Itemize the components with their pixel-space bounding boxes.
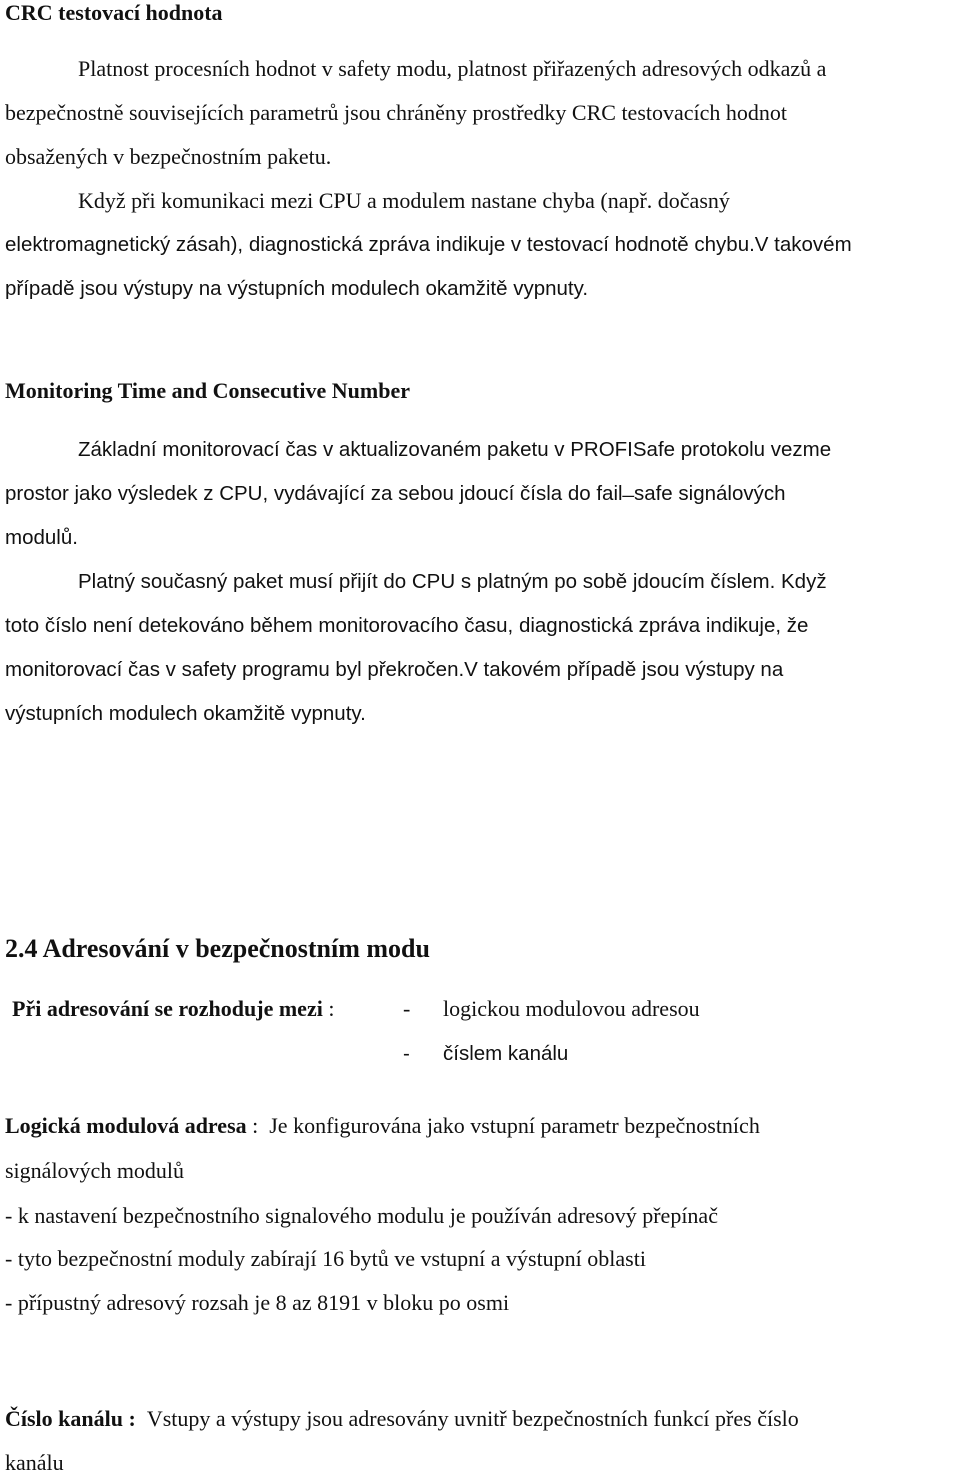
monitoring-paragraph-1-line-2: prostor jako výsledek z CPU, vydávající za sebou jdoucí čísla do fail ̶ safe signálových (5, 482, 786, 505)
option-1-text: logickou modulovou adresou (443, 996, 700, 1021)
logical-address-colon: : (246, 1113, 259, 1138)
monitoring-paragraph-2-line-4: výstupních modulech okamžitě vypnuty. (5, 702, 366, 725)
bullet-3: - přípustný adresový rozsah je 8 az 8191 v bloku po osmi (5, 1290, 510, 1315)
option-1-dash: - (403, 996, 411, 1021)
option-2-text: číslem kanálu (443, 1042, 569, 1065)
crc-paragraph-2-line-2: elektromagnetický zásah), diagnostická zpráva indikuje v testovací hodnotě chybu.V takovém (5, 233, 852, 256)
crc-paragraph-1-line-2: bezpečnostně souvisejících parametrů jsou chráněny prostředky CRC testovacích hodnot (5, 100, 788, 125)
channel-number-label: Číslo kanálu : (5, 1406, 136, 1431)
option-2-dash: - (403, 1042, 410, 1065)
monitoring-heading: Monitoring Time and Consecutive Number (5, 378, 410, 403)
crc-heading: CRC testovací hodnota (5, 0, 223, 25)
crc-paragraph-1-line-1: Platnost procesních hodnot v safety modu, platnost přiřazených adresových odkazů a (78, 56, 827, 81)
crc-paragraph-2-line-1: Když při komunikaci mezi CPU a modulem nastane chyba (např. dočasný (78, 188, 730, 213)
channel-number-line-1 (5, 1406, 799, 1432)
addressing-intro-label: Při adresování se rozhoduje mezi (12, 996, 323, 1021)
channel-number-line-2: kanálu (5, 1450, 64, 1475)
logical-address-line-2: signálových modulů (5, 1158, 185, 1183)
addressing-intro (12, 996, 334, 1022)
bullet-2: - tyto bezpečnostní moduly zabírají 16 bytů ve vstupní a výstupní oblasti (5, 1246, 646, 1271)
monitoring-paragraph-2-line-3: monitorovací čas v safety programu byl překročen.V takovém případě jsou výstupy na (5, 658, 784, 681)
logical-address-text: Je konfigurována jako vstupní parametr bezpečnostních (269, 1113, 760, 1138)
channel-number-text: Vstupy a výstupy jsou adresovány uvnitř bezpečnostních funkcí přes číslo (146, 1406, 799, 1431)
crc-paragraph-2-line-3: případě jsou výstupy na výstupních modulech okamžitě vypnuty. (5, 277, 589, 300)
crc-paragraph-1-line-3: obsažených v bezpečnostním paketu. (5, 144, 332, 169)
bullet-1: - k nastavení bezpečnostního signalového modulu je používán adresový přepínač (5, 1203, 718, 1228)
addressing-heading: 2.4 Adresování v bezpečnostním modu (5, 934, 430, 963)
monitoring-paragraph-1-line-1: Základní monitorovací čas v aktualizovaném paketu v PROFISafe protokolu vezme (78, 438, 832, 461)
logical-address-label: Logická modulová adresa (5, 1113, 247, 1138)
addressing-intro-colon: : (322, 996, 335, 1021)
monitoring-paragraph-2-line-2: toto číslo není detekováno během monitorovacího času, diagnostická zpráva indikuje, že (5, 614, 809, 637)
monitoring-paragraph-2-line-1: Platný současný paket musí přijít do CPU s platným po sobě jdoucím číslem. Když (78, 570, 827, 593)
logical-address-line-1 (5, 1113, 760, 1139)
monitoring-paragraph-1-line-3: modulů. (5, 526, 78, 549)
